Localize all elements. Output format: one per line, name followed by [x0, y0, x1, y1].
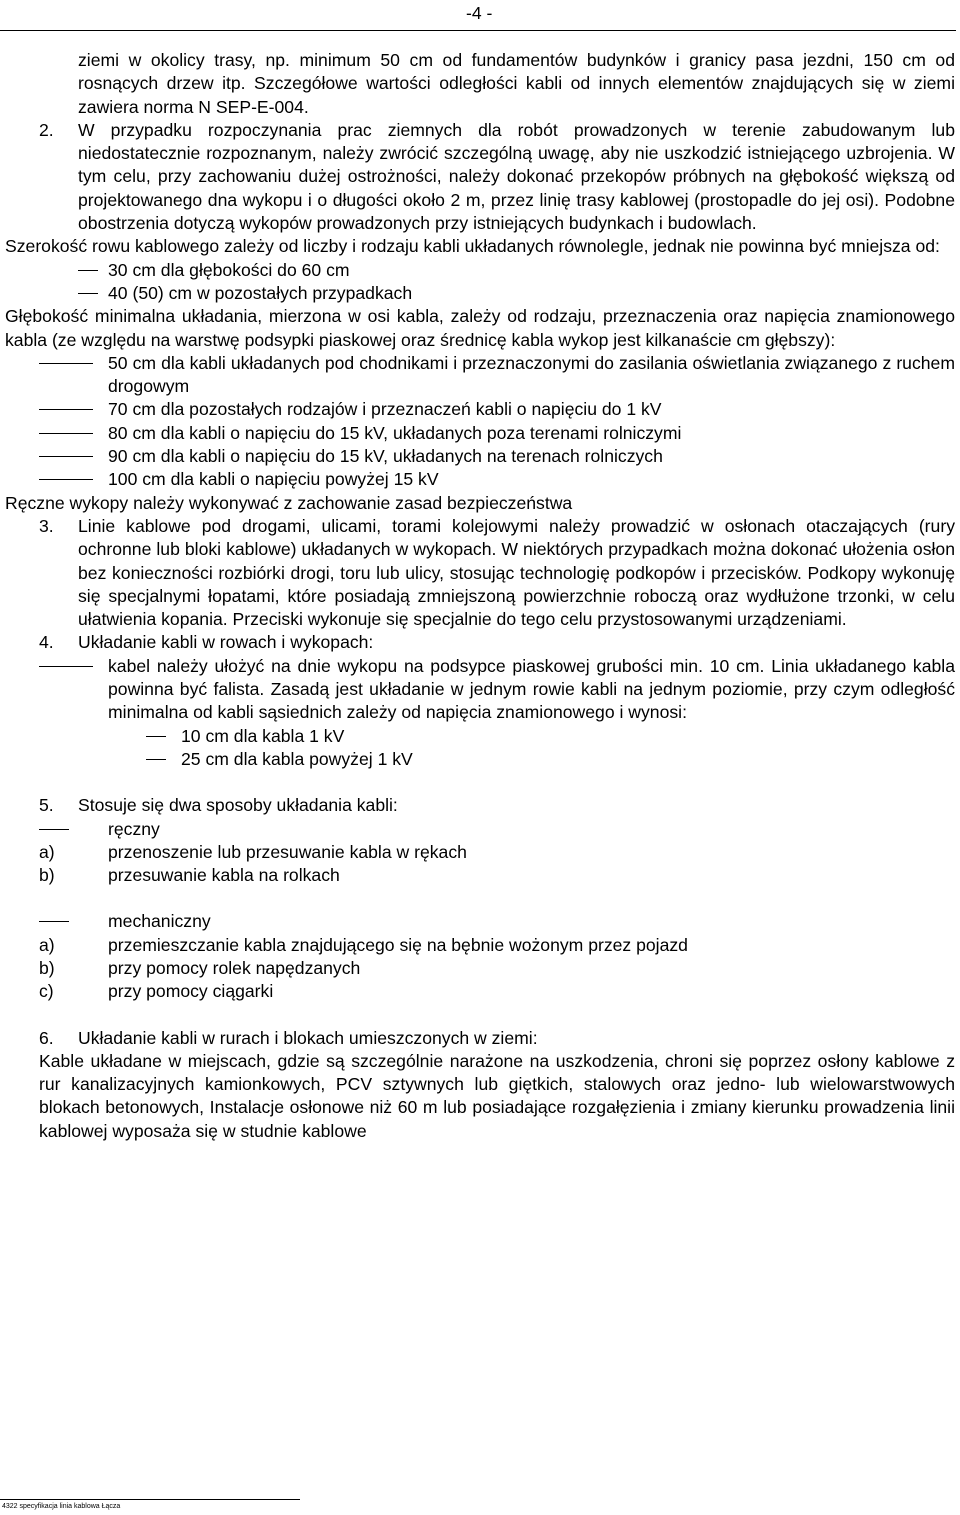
footer-rule	[0, 1499, 300, 1500]
list-item	[5, 422, 955, 445]
list-item-text: przy pomocy rolek napędzanych	[108, 957, 361, 978]
dash-marker	[39, 479, 93, 480]
dash-marker	[39, 433, 93, 434]
list-item-text: 50 cm dla kabli układanych pod chodnikami i przeznaczonymi do zasilania oświetlania związanego z ruchem drogowym	[108, 352, 955, 397]
list-item-text: kabel należy ułożyć na dnie wykopu na podsypce piaskowej grubości min. 10 cm. Linia układanego kabla powinna być falista. Zasadą jest układanie w jednym rowie kabli na jednym poziomie, przy czym odległość minimalna od kabli sąsiednich zależy od napięcia znamionowego i wynosi:	[108, 655, 955, 723]
method-label-text: mechaniczny	[108, 911, 211, 932]
method-label-text: ręczny	[108, 818, 160, 839]
list-item-text: 90 cm dla kabli o napięciu do 15 kV, układanych na terenach rolniczych	[108, 446, 663, 467]
list-item-text: 30 cm dla głębokości do 60 cm	[108, 259, 350, 280]
sub-list-item	[5, 725, 955, 748]
item-number: 4.	[39, 632, 54, 653]
list-item-text: 10 cm dla kabla 1 kV	[181, 725, 345, 746]
item-number: 2.	[39, 119, 54, 140]
depth-paragraph: Głębokość minimalna układania, mierzona w osi kabla, zależy od rodzaju, przeznaczenia oraz napięcia znamionowego kabla (ze względu na warstwę podsypki piaskowej oraz średnicę kabla wykop jest kilkanaście cm głębszy):	[5, 306, 955, 350]
manual-excavation-note: Ręczne wykopy należy wykonywać z zachowanie zasad bezpieczeństwa	[5, 492, 573, 513]
method-label	[5, 818, 955, 841]
item-6-paragraph: Kable układane w miejscach, gdzie są szczególnie narażone na uszkodzenia, chroni się poprzez osłony kablowe z rur kanalizacyjnych kamionkowych, PCV sztywnych lub giętkich, stalowych oraz jedno- lub wielowarstwowych blokach betonowych, Instalacje osłonowe niż 60 m lub posiadające rozgałęzienia i zmiany kierunku prowadzenia linii kablowej wyposaża się w studnie kablowe	[39, 1050, 955, 1141]
list-item	[5, 445, 955, 468]
dash-marker	[39, 363, 93, 364]
list-item-text: przemieszczanie kabla znajdującego się na bębnie wożonym przez pojazd	[108, 934, 688, 955]
item-heading: Stosuje się dwa sposoby układania kabli:	[78, 795, 398, 816]
item-letter: a)	[39, 934, 55, 955]
dash-marker	[78, 270, 98, 271]
list-item	[5, 282, 955, 305]
item-4	[5, 631, 955, 654]
header-rule	[0, 30, 956, 31]
page-number: -4 -	[466, 3, 493, 23]
dash-marker	[39, 456, 93, 457]
item-3	[5, 515, 955, 631]
item-heading: Układanie kabli w rowach i wykopach:	[78, 632, 374, 653]
dash-marker	[39, 409, 93, 410]
footer-filename: 4322 specyfikacja linia kablowa Łącza	[2, 1503, 121, 1510]
intro-paragraph: ziemi w okolicy trasy, np. minimum 50 cm od fundamentów budynków i granicy pasa jezdni, 150 cm od rosnących drzew itp. Szczegółowe wartości odległości kabli od innych elementów znajdujących się w ziemi zawiera norma N SEP-E-004.	[78, 50, 955, 117]
item-2	[5, 119, 955, 235]
dash-marker	[78, 293, 98, 294]
dash-marker	[39, 666, 93, 667]
list-item	[5, 864, 955, 887]
item-text: Linie kablowe pod drogami, ulicami, torami kolejowymi należy prowadzić w osłonach otaczających (rury ochronne lub bloki kablowe) układanych w wykopach. W niektórych przypadkach można dokonać ułożenia osłon bez konieczności rozbiórki drogi, toru lub ulicy, stosując technologię podkopów i przecisków. Podkopy wykonuję się specjalnymi łopatami, które posiadają zmniejszoną powierzchnie roboczą oraz wydłużone trzonki, w celu ułatwienia kopania. Przeciski wykonuje się specjalnie do tego celu przystosowanymi urządzeniami.	[78, 515, 955, 630]
list-item	[5, 980, 955, 1003]
item-6	[5, 1027, 955, 1050]
list-item-text: przenoszenie lub przesuwanie kabla w rękach	[108, 841, 467, 862]
list-item	[5, 398, 955, 421]
item-5	[5, 794, 955, 817]
trench-width-paragraph: Szerokość rowu kablowego zależy od liczby i rodzaju kabli układanych równolegle, jednak nie powinna być mniejsza od:	[5, 236, 940, 257]
dash-marker	[146, 759, 166, 760]
spacer	[5, 887, 955, 910]
item-number: 5.	[39, 795, 54, 816]
document-body	[5, 49, 955, 1143]
spacer	[5, 1004, 955, 1027]
list-item	[5, 655, 955, 725]
dash-marker	[146, 736, 166, 737]
list-item	[5, 468, 955, 491]
list-item	[5, 259, 955, 282]
list-item-text: 80 cm dla kabli o napięciu do 15 kV, układanych poza terenami rolniczymi	[108, 422, 682, 443]
item-text: W przypadku rozpoczynania prac ziemnych dla robót prowadzonych w terenie zabudowanym lub niedostatecznie rozpoznanym, należy zwrócić szczególną uwagę, aby nie uszkodzić istniejącego uzbrojenia. W tym celu, przy zachowaniu dużej ostrożności, należy dokonać przekopów próbnych na głębokość większą od projektowanego dna wykopu i o długości około 2 m, przez linię trasy kablowej (prostopadle do jej osi). Podobne obostrzenia dotyczą wykopów prowadzonych przy istniejących budynkach i budowlach.	[78, 119, 955, 234]
item-number: 6.	[39, 1027, 54, 1048]
item-letter: b)	[39, 957, 55, 978]
list-item	[5, 957, 955, 980]
item-number: 3.	[39, 515, 54, 536]
method-label	[5, 910, 955, 933]
list-item-text: 100 cm dla kabli o napięciu powyżej 15 kV	[108, 469, 439, 490]
list-item	[5, 352, 955, 399]
spacer	[5, 771, 955, 794]
list-item	[5, 841, 955, 864]
list-item-text: 40 (50) cm w pozostałych przypadkach	[108, 282, 413, 303]
sub-list-item	[5, 748, 955, 771]
dash-marker	[39, 829, 69, 830]
list-item-text: 25 cm dla kabla powyżej 1 kV	[181, 748, 413, 769]
dash-marker	[39, 921, 69, 922]
list-item	[5, 934, 955, 957]
list-item-text: przesuwanie kabla na rolkach	[108, 865, 340, 886]
list-item-text: przy pomocy ciągarki	[108, 981, 274, 1002]
item-letter: b)	[39, 865, 55, 886]
item-letter: a)	[39, 841, 55, 862]
item-letter: c)	[39, 981, 54, 1002]
item-heading: Układanie kabli w rurach i blokach umieszczonych w ziemi:	[78, 1027, 538, 1048]
list-item-text: 70 cm dla pozostałych rodzajów i przeznaczeń kabli o napięciu do 1 kV	[108, 399, 662, 420]
